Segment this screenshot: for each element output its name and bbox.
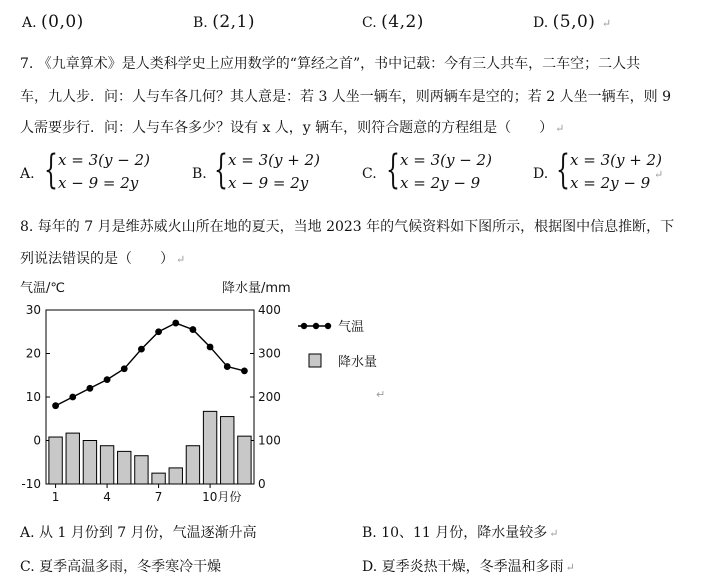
brace-icon: {: [386, 147, 400, 193]
temperature-point: [121, 365, 128, 372]
equation-1: x = 3(y + 2): [228, 151, 320, 169]
x-tick-label: 10月份: [202, 490, 242, 502]
right-axis-label: 降水量/mm: [222, 281, 291, 296]
precipitation-bar: [100, 446, 113, 484]
return-mark-icon: ↵: [565, 561, 575, 574]
temperature-point: [155, 328, 162, 335]
option-value: (4,2): [381, 12, 424, 32]
temperature-point: [104, 376, 111, 383]
temperature-point: [172, 320, 179, 327]
equation-1: x = 3(y − 2): [58, 151, 150, 169]
legend-marker: [301, 323, 307, 329]
option-value: (2,1): [212, 12, 256, 32]
temperature-point: [69, 394, 76, 401]
right-tick-label: 100: [258, 433, 281, 448]
temperature-line: [56, 323, 245, 406]
equation-1: x = 3(y + 2): [570, 151, 662, 169]
x-tick-label: 7: [154, 490, 163, 502]
precipitation-bar: [221, 417, 234, 484]
return-mark-icon: ↵: [654, 168, 664, 181]
precipitation-bar: [238, 436, 251, 484]
q7-option-a-letter: A.: [20, 166, 35, 182]
option-letter: B.: [362, 525, 377, 541]
precipitation-bar: [66, 433, 79, 484]
option-value: (0,0): [41, 12, 84, 32]
right-tick-label: 0: [258, 477, 266, 491]
legend-bar-swatch: [309, 354, 321, 367]
left-tick-label: 0: [33, 433, 41, 448]
left-tick-label: 30: [25, 303, 41, 317]
q7-line-1: 7. 《九章算术》是人类科学史上应用数学的“算经之首”，书中记载：今有三人共车，二车空；二人共: [20, 56, 641, 72]
q7-option-d-letter: D.: [533, 166, 549, 182]
right-tick-label: 200: [258, 390, 281, 404]
q8-line-2: [20, 248, 185, 268]
left-axis-label: 气温/℃: [20, 281, 65, 296]
q7-option-b-system: [214, 147, 334, 196]
equation-2: x = 2y − 9: [400, 174, 481, 192]
option-letter: D.: [362, 559, 378, 575]
legend-label-precipitation: 降水量: [338, 355, 378, 370]
temperature-point: [138, 346, 145, 353]
temperature-point: [190, 326, 197, 333]
q7-option-c-letter: C.: [362, 166, 377, 182]
option-text: 从 1 月份到 7 月份，气温逐渐升高: [39, 525, 257, 541]
x-tick-label: 4: [103, 490, 111, 502]
option-letter: C.: [20, 559, 35, 575]
precipitation-bar: [186, 446, 199, 484]
q7-line-2: 车，九人步．问：人与车各几何？其人意是：若 3 人坐一辆车，则两辆车是空的；若 2 人坐一辆车，则 9: [20, 89, 671, 105]
legend-marker: [325, 323, 331, 329]
right-tick-label: 300: [258, 346, 281, 361]
temperature-point: [52, 402, 59, 409]
legend-marker: [313, 323, 319, 329]
option-text: 夏季炎热干燥，冬季温和多雨: [381, 559, 564, 575]
option-letter: B.: [193, 15, 208, 31]
precipitation-bar: [135, 456, 148, 484]
q7-option-c-system: [386, 147, 506, 196]
left-tick-label: 20: [25, 346, 41, 361]
option-letter: D.: [533, 15, 549, 31]
q6-option-a: [22, 12, 84, 32]
option-text: 夏季高温多雨，冬季寒冷干燥: [39, 559, 222, 575]
q8-option-d: [362, 556, 575, 576]
left-tick-label: -10: [21, 477, 41, 491]
return-mark-icon: ↵: [176, 253, 186, 266]
q7-line-3: [20, 117, 564, 137]
left-tick-label: 10: [25, 390, 41, 404]
equation-2: x = 2y − 9: [570, 174, 651, 192]
return-mark-icon: ↵: [549, 527, 559, 540]
equation-2: x − 9 = 2y: [58, 174, 139, 192]
precipitation-bar: [152, 473, 165, 484]
q8-line-1: 8. 每年的 7 月是维苏威火山所在地的夏天，当地 2023 年的气候资料如下图所示，根据图中信息推断，下: [20, 219, 675, 235]
q6-option-d: [533, 12, 611, 32]
q7-option-d-system: [556, 147, 686, 196]
brace-icon: {: [214, 147, 228, 193]
temperature-point: [207, 344, 214, 351]
x-tick-label: 1: [51, 490, 60, 502]
precipitation-bar: [83, 441, 96, 485]
q6-option-c: [362, 12, 424, 32]
option-value: (5,0): [552, 12, 596, 32]
brace-icon: {: [556, 147, 570, 193]
option-letter: C.: [362, 15, 377, 31]
return-mark-icon: ↵: [601, 17, 612, 30]
right-tick-label: 400: [258, 303, 281, 317]
q7-option-a-system: [44, 147, 164, 196]
return-mark-icon: ↵: [376, 388, 386, 401]
q8-option-a: [20, 522, 257, 542]
precipitation-bar: [118, 451, 131, 484]
precipitation-bar: [169, 468, 182, 484]
q7-stem: 人需要步行．问：人与车各多少？设有 x 人，y 辆车，则符合题意的方程组是（ ）: [20, 120, 554, 136]
equation-2: x − 9 = 2y: [228, 174, 309, 192]
option-letter: A.: [22, 15, 37, 31]
q7-option-b-letter: B.: [192, 166, 207, 182]
brace-icon: {: [44, 147, 58, 193]
return-mark-icon: ↵: [555, 122, 565, 135]
temperature-point: [224, 363, 231, 370]
q8-stem: 列说法错误的是（ ）: [20, 251, 174, 267]
precipitation-bar: [49, 437, 62, 484]
equation-1: x = 3(y − 2): [400, 151, 492, 169]
temperature-point: [87, 385, 94, 392]
q8-option-b: [362, 522, 559, 542]
legend-label-temperature: 气温: [338, 320, 365, 335]
option-letter: A.: [20, 525, 35, 541]
option-text: 10、11 月份，降水量较多: [381, 525, 548, 541]
q6-option-b: [193, 12, 255, 32]
precipitation-bar: [203, 411, 216, 484]
temperature-point: [241, 368, 248, 375]
climate-chart: [0, 270, 711, 502]
q8-option-c: [20, 556, 221, 576]
